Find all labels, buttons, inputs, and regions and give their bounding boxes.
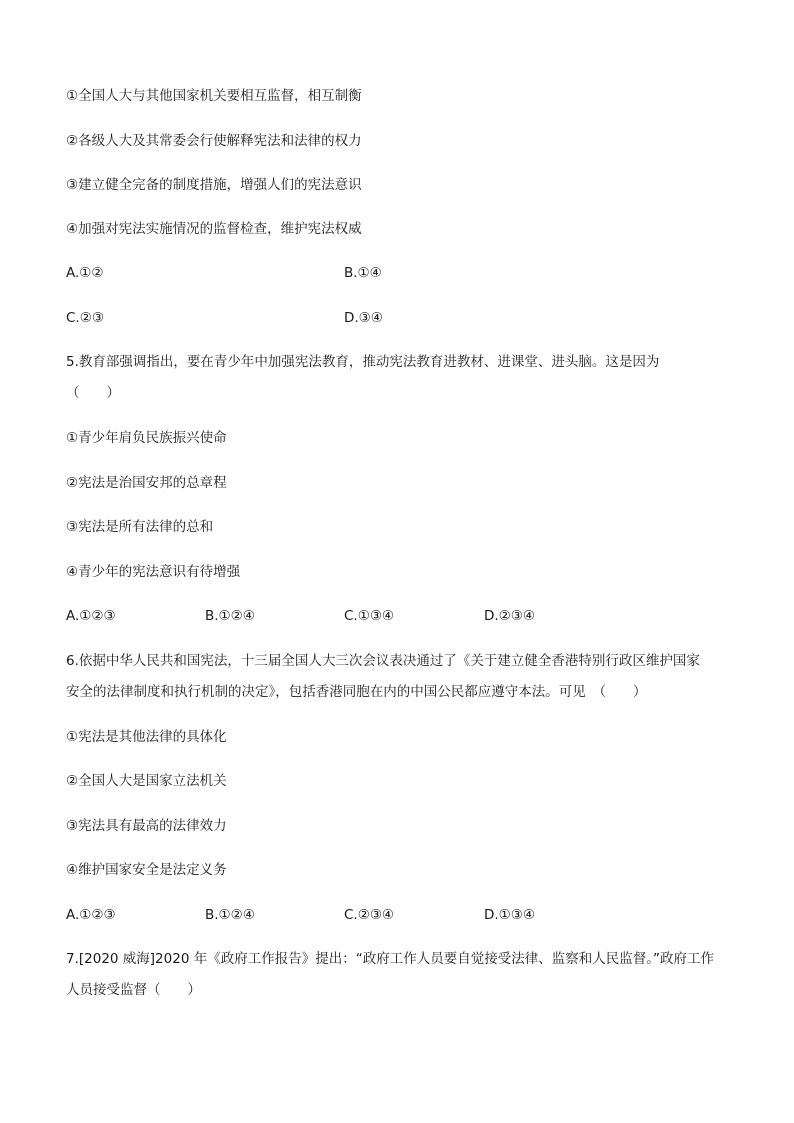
q5-option-c: C.①③④ — [344, 608, 395, 624]
q5-item-3: ③宪法是所有法律的总和 — [66, 519, 214, 535]
q6-option-a: A.①②③ — [66, 907, 116, 923]
q6-item-3: ③宪法具有最高的法律效力 — [66, 818, 227, 834]
q6-stem-line-1: 6.依据中华人民共和国宪法，十三届全国人大三次会议表决通过了《关于建立健全香港特别行政区维护国家 — [66, 653, 700, 669]
q5-option-b: B.①②④ — [205, 608, 255, 624]
q4-option-a: A.①② — [66, 265, 104, 281]
q5-item-2: ②宪法是治国安邦的总章程 — [66, 475, 227, 491]
q5-stem-line-1: 5.教育部强调指出，要在青少年中加强宪法教育，推动宪法教育进教材、进课堂、进头脑。这是因为 — [66, 354, 660, 370]
q4-option-c: C.②③ — [66, 310, 104, 326]
q5-item-1: ①青少年肩负民族振兴使命 — [66, 430, 227, 446]
q4-item-4: ④加强对宪法实施情况的监督检查，维护宪法权威 — [66, 221, 362, 237]
q4-item-1: ①全国人大与其他国家机关要相互监督，相互制衡 — [66, 88, 362, 104]
q6-option-b: B.①②④ — [205, 907, 255, 923]
q6-item-1: ①宪法是其他法律的具体化 — [66, 729, 227, 745]
q5-item-4: ④青少年的宪法意识有待增强 — [66, 564, 241, 580]
q5-stem-line-2: （ ） — [66, 385, 120, 401]
q6-item-2: ②全国人大是国家立法机关 — [66, 773, 227, 789]
q5-option-d: D.②③④ — [484, 608, 535, 624]
q7-stem-line-1: 7.[2020 威海]2020 年《政府工作报告》提出：“政府工作人员要自觉接受法律、监察和人民监督。”政府工作 — [66, 951, 714, 967]
q4-option-b: B.①④ — [344, 265, 382, 281]
q6-item-4: ④维护国家安全是法定义务 — [66, 862, 227, 878]
q4-item-3: ③建立健全完备的制度措施，增强人们的宪法意识 — [66, 177, 362, 193]
q7-stem-line-2: 人员接受监督（ ） — [66, 982, 201, 998]
q6-option-d: D.①③④ — [484, 907, 535, 923]
q6-option-c: C.②③④ — [344, 907, 395, 923]
q4-option-d: D.③④ — [344, 310, 383, 326]
q4-item-2: ②各级人大及其常委会行使解释宪法和法律的权力 — [66, 133, 362, 149]
q5-option-a: A.①②③ — [66, 608, 116, 624]
q6-stem-line-2: 安全的法律制度和执行机制的决定》，包括香港同胞在内的中国公民都应遵守本法。可见 （ ） — [66, 684, 647, 700]
